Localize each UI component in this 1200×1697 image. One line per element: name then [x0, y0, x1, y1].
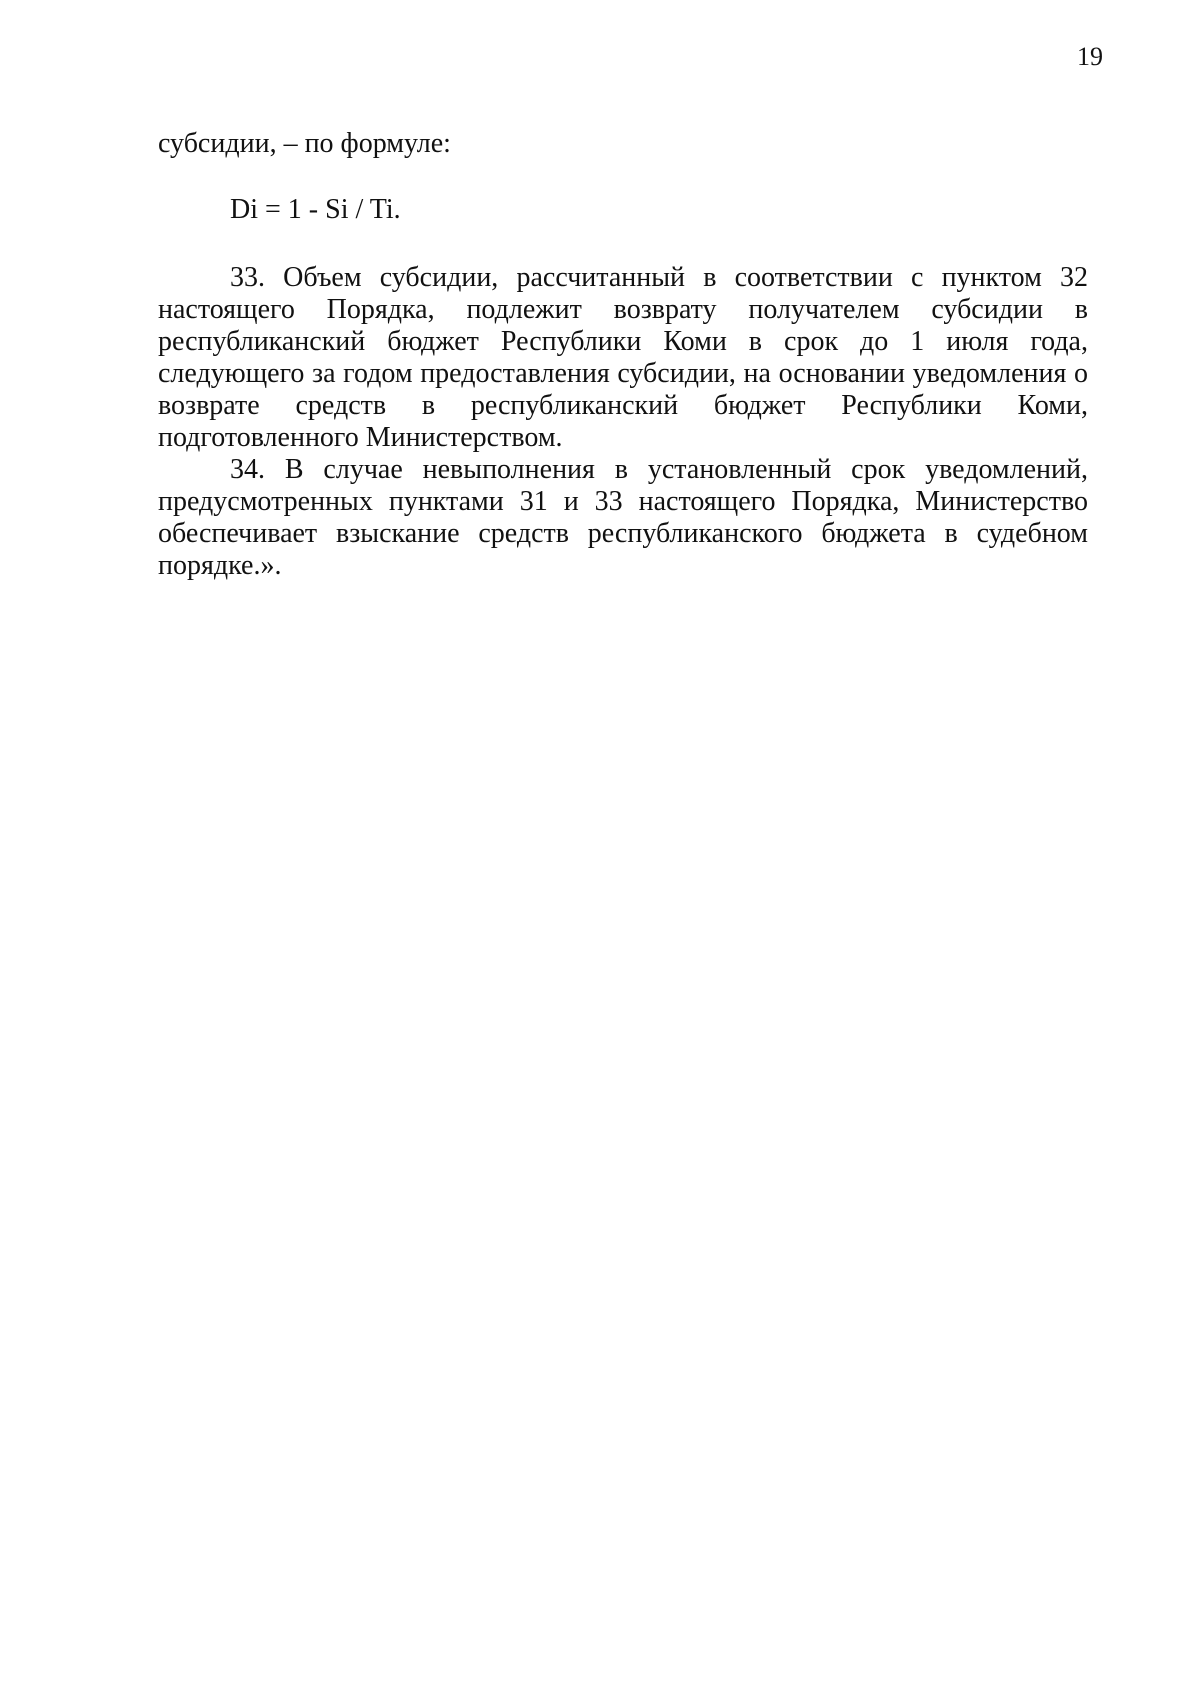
- page-number: 19: [1077, 42, 1103, 71]
- paragraph-33: 33. Объем субсидии, рассчитанный в соответствии с пунктом 32 настоящего Порядка, подлежит возврату получателем субсидии в республиканский бюджет Республики Коми в срок до 1 июля года, следующего за годом предоставления субсидии, на основании уведомления о возврате средств в республиканский бюджет Республики Коми, подготовленного Министерством.: [158, 262, 1088, 453]
- formula: Di = 1 - Si / Ti.: [230, 194, 401, 225]
- paragraph-34: 34. В случае невыполнения в установленный срок уведомлений, предусмотренных пунктами 31 и 33 настоящего Порядка, Министерство обеспечивает взыскание средств республиканского бюджета в судебном порядке.».: [158, 454, 1088, 581]
- document-body: [158, 262, 1088, 582]
- intro-line: субсидии, – по формуле:: [158, 128, 451, 159]
